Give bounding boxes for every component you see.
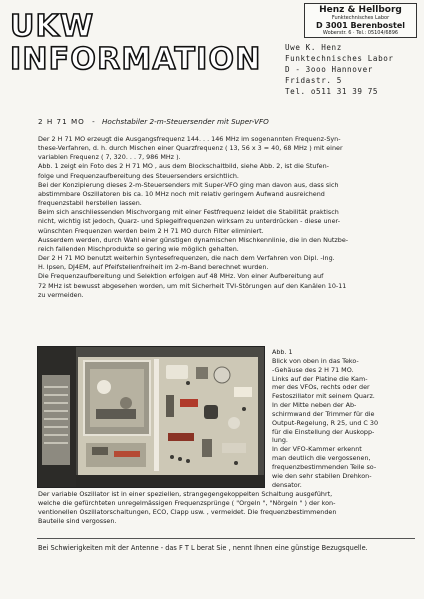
stamp-postal: D 3001 Berenbostel — [315, 21, 406, 30]
bottom-line: ventionellen Oszillatorschaltungen, ECO, Clapp usw. , vermeidet. Die frequenzbestimmenden — [38, 508, 337, 517]
caption-line: Links auf der Platine die Kam- — [272, 374, 368, 383]
masthead-line-2: INFORMATION — [10, 42, 262, 77]
bottom-line: Der variable Oszillator ist in einer speziellen, strangegengekoppelten Schaltung ausgeführt, — [38, 490, 333, 498]
stamp-street: Woberstr. 6 · Tel.: 05104/6896 — [322, 30, 399, 36]
address-line: Uwe K. Henz — [285, 43, 342, 52]
caption-line: man deutlich die vergossenen, — [272, 454, 371, 463]
caption-line: In der Mitte neben der Ab- — [272, 401, 357, 410]
body-line: H. Ipsen, DJ4EM, auf Pfeifstellenfreiheit im 2-m-Band berechnet wurden. — [38, 263, 269, 272]
product-subtitle: Hochstabiler 2-m-Steuersender mit Super-VFO — [102, 117, 269, 126]
body-line: Ausserdem werden, durch Wahl einer günstigen dynamischen Mischkennlinie, die in den Nutzbe- — [38, 235, 349, 244]
body-line: nicht, wichtig ist jedoch, Quarz- und Spiegelfrequenzen wirksam zu unterdrücken - diese uner- — [38, 217, 341, 226]
bottom-paragraph — [38, 490, 414, 527]
product-dash: - — [92, 117, 95, 126]
body-line: zu vermeiden. — [38, 290, 84, 299]
body-line: Bei der Konzipierung dieses 2-m-Steuersenders mit Super-VFO ging man davon aus, dass sich — [38, 180, 339, 189]
circuit-board-photo — [37, 346, 265, 488]
caption-line: Festoszillator mit seinem Quarz. — [272, 392, 375, 401]
caption-line: Output-Regelung, R 25, und C 30 — [272, 418, 379, 427]
body-line: frequenzstabil herstellen lassen. — [38, 199, 142, 208]
stamp-name: Henz & Hellborg — [319, 5, 402, 15]
body-line: Der 2 H 71 MO erzeugt die Ausgangsfrequenz 144. . . 146 MHz im sogenannten Frequenz-Syn- — [38, 135, 341, 143]
bottom-line: Bauteile sind vergossen. — [38, 517, 117, 526]
address-line: Fridastr. 5 — [285, 76, 342, 85]
address-line: Funktechnisches Labor — [285, 54, 394, 63]
caption-line: densator. — [272, 480, 302, 489]
sender-address — [285, 42, 415, 97]
caption-line: für die Einstellung der Auskopp- — [272, 427, 375, 436]
product-model: 2 H 71 MO — [38, 117, 85, 126]
body-line: wünschten Frequenzen werden beim 2 H 71 MO durch Filter eliminiert. — [38, 226, 264, 235]
body-text — [38, 135, 414, 300]
caption-line: mer des VFOs, rechts oder der — [272, 383, 370, 392]
caption-line: Blick von oben in das Teko- — [272, 356, 359, 365]
caption-line: schirmwand der Trimmer für die — [272, 409, 375, 418]
figure-caption — [272, 348, 414, 490]
caption-line: -Gehäuse des 2 H 71 MO. — [272, 365, 354, 374]
stamp-subtitle: Funktechnisches Labor — [331, 15, 390, 21]
body-line: Der 2 H 71 MO benutzt weiterhin Syntesefrequenzen, die nach dem Verfahren von Dipl. -Ing. — [38, 254, 335, 263]
company-stamp — [304, 3, 417, 38]
footer-note: Bei Schwierigkeiten mit der Antenne - das F T L berat Sie , nennt Ihnen eine günstige Bezugsquelle. — [38, 544, 368, 552]
body-line: abstimmbare Oszillatoren bis ca. 10 MHz noch mit relativ geringem Aufwand ausreichend — [38, 189, 325, 198]
caption-line: lung. — [272, 436, 288, 445]
address-line: Tel. o511 31 39 75 — [285, 87, 379, 96]
body-line: these-Verfahren, d. h. durch Mischen einer Quarzfrequenz ( 13, 56 x 3 = 40, 68 MHz ) mit einer — [38, 144, 343, 153]
body-line: variablen Frequenz ( 7, 320. . . 7, 986 MHz ). — [38, 153, 181, 162]
masthead-line-1: UKW — [10, 9, 95, 44]
caption-line: wie den sehr stabilen Drehkon- — [272, 471, 372, 480]
caption-line: Abb. 1 — [272, 348, 293, 356]
body-line: 72 MHz ist bewusst abgesehen worden, um mit Sicherheit TVI-Störungen auf den Kanälen 10-11 — [38, 281, 347, 290]
body-line: Beim sich anschliessenden Mischvorgang mit einer Festfrequenz leidet die Stabilität praktisch — [38, 208, 339, 217]
bottom-line: welche die gefürchteten unregelmässigen Frequenzsprünge ( "Orgeln ", "Nörgeln " ) der kon- — [38, 499, 336, 508]
caption-line: frequenzbestimmenden Teile so- — [272, 462, 377, 471]
footer-divider — [37, 538, 415, 539]
body-line: Abb. 1 zeigt ein Foto des 2 H 71 MO , aus dem Blockschaltbild, siehe Abb. 2, ist die Stufen- — [38, 162, 329, 171]
body-line: folge und Frequenzaufbereitung des Steuersenders ersichtlich. — [38, 171, 239, 180]
caption-line: In der VFO-Kammer erkennt — [272, 445, 362, 454]
product-heading — [38, 117, 269, 126]
address-line: D - 3ooo Hannover — [285, 65, 373, 74]
masthead — [10, 9, 262, 77]
body-line: Die Frequenzaufbereitung und Selektion erfolgen auf 48 MHz. Von einer Aufbereitung auf — [38, 272, 324, 281]
body-line: reich fallenden Mischprodukte so gering wie möglich gehalten. — [38, 244, 239, 253]
circuit-board-image — [38, 347, 264, 487]
